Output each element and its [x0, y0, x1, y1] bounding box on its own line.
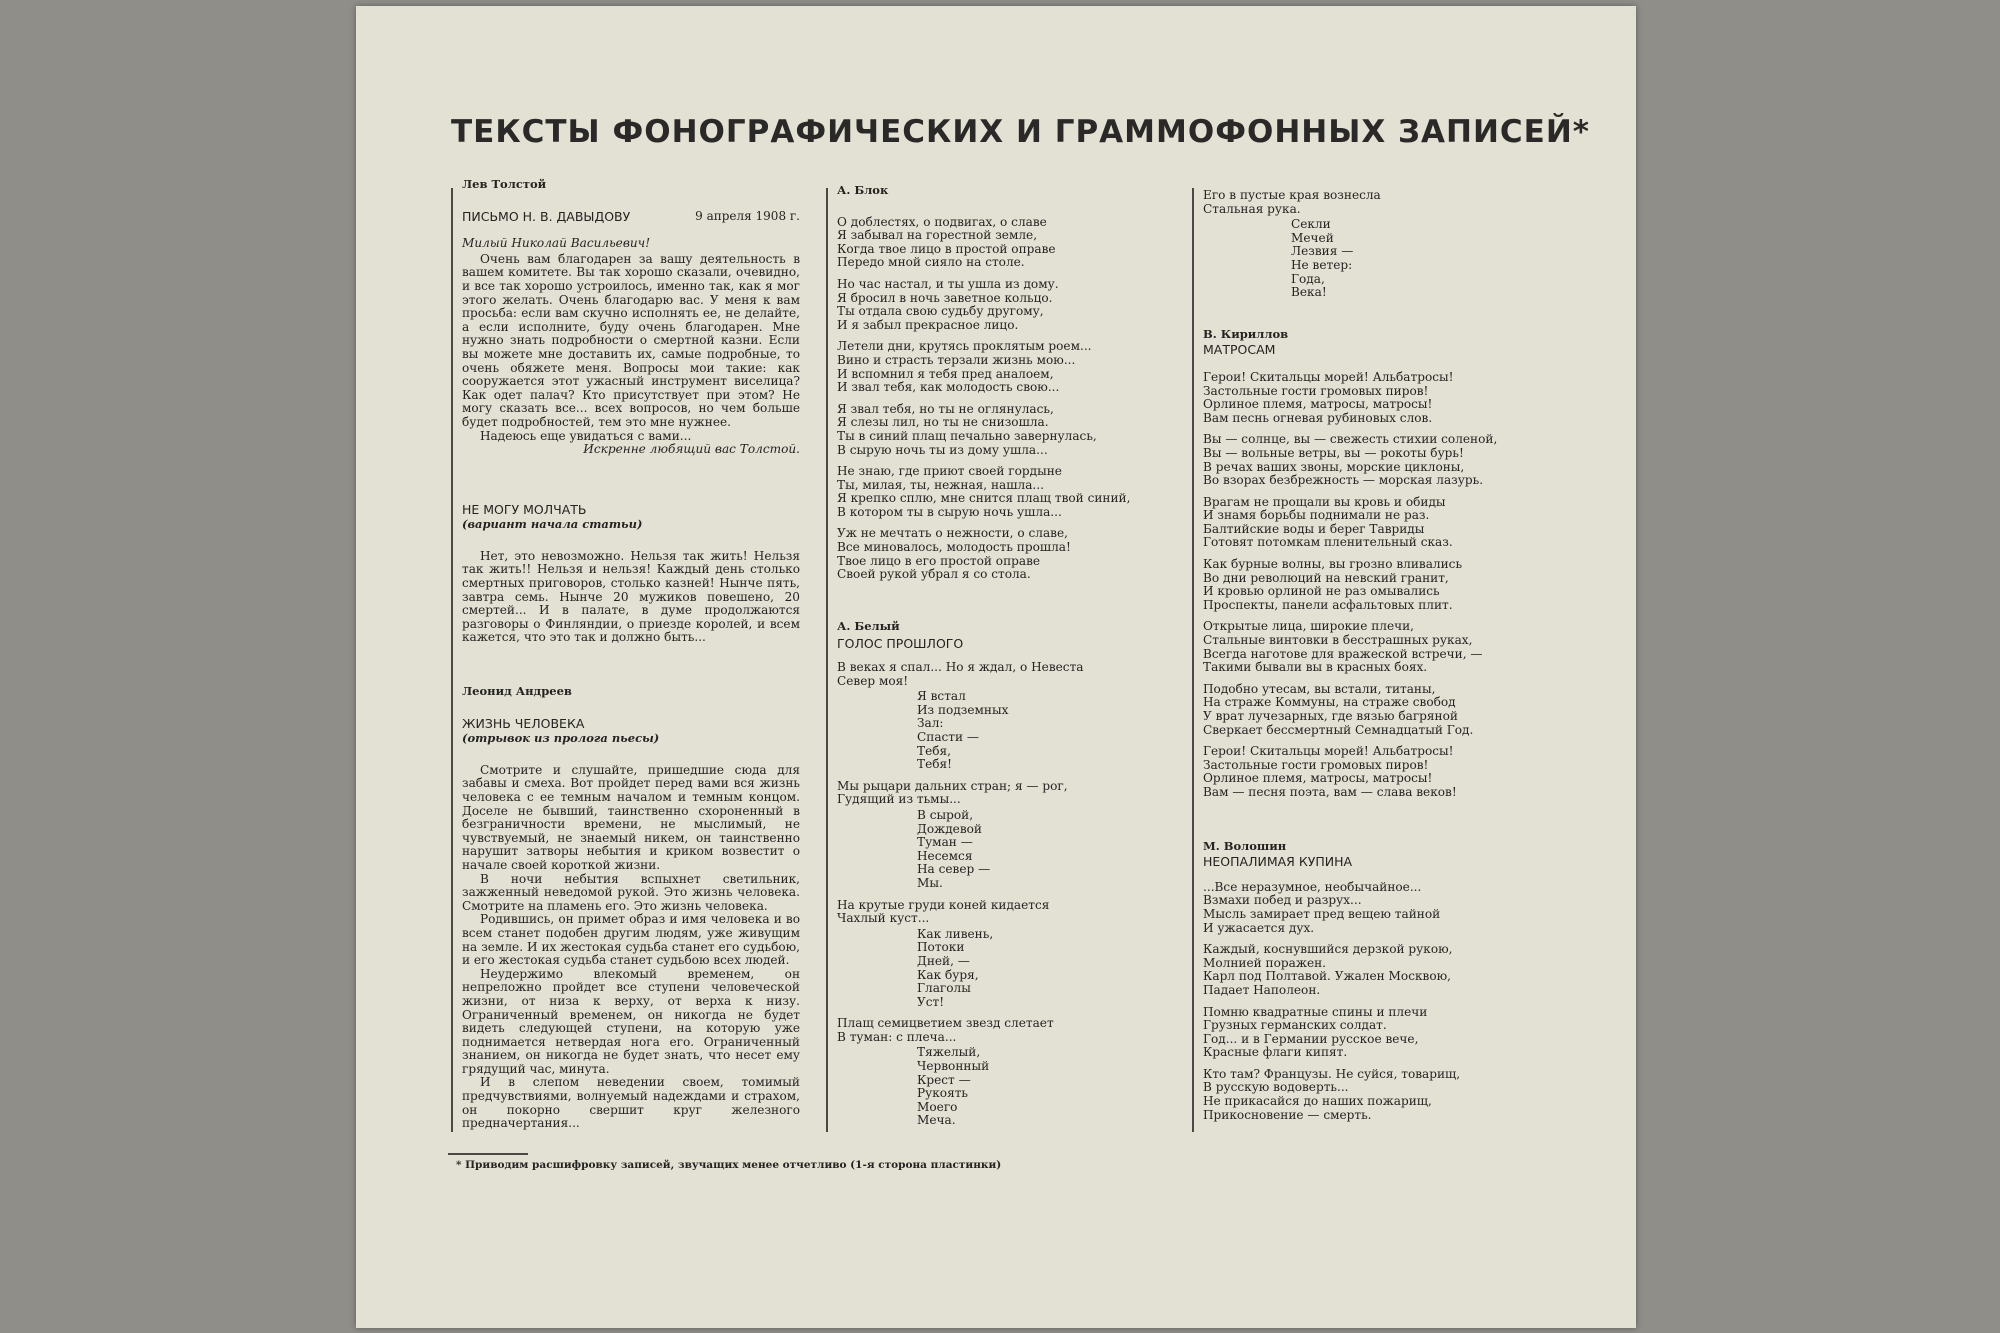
verse-line: Орлиное племя, матросы, матросы! [1203, 397, 1433, 412]
verse-line: На крутые груди коней кидается [837, 897, 1050, 912]
stanza-indented [837, 1046, 1137, 1128]
page-title: ТЕКСТЫ ФОНОГРАФИЧЕСКИХ И ГРАММОФОННЫХ ЗАПИСЕЙ* [451, 114, 1591, 150]
stanza [837, 661, 1137, 688]
stanza [837, 340, 1137, 394]
author-bely: А. Белый [837, 618, 900, 633]
column-divider-right [1192, 188, 1194, 1132]
verse-line: Уж не мечтать о нежности, о славе, [837, 526, 1068, 541]
author-kirillov: В. Кириллов [1203, 326, 1289, 341]
verse-line: Не знаю, где приют своей гордыне [837, 464, 1062, 479]
verse-line: И я забыл прекрасное лицо. [837, 317, 1019, 332]
verse-line: Открытые лица, широкие плечи, [1203, 619, 1415, 634]
verse-line: Рукоять [917, 1086, 968, 1101]
tolstoy-section [462, 178, 800, 457]
verse-line: Во взорах безбрежность — морская лазурь. [1203, 473, 1484, 488]
verse-line: Все миновалось, молодость прошла! [837, 540, 1071, 555]
letter-greeting: Милый Николай Васильевич! [462, 236, 651, 251]
stanza [837, 403, 1137, 457]
stanza [837, 1017, 1137, 1044]
play-paragraph: Неудержимо влекомый временем, он непреложно пройдет все ступени человеческой жизни, от низа к верху, от верха к низу. Ограниченный временем, он никогда не будет видеть следующей ступени, на которую уже поднимается нетвердая нога его. Ограниченный знанием, он никогда не будет знать, что несет ему грядущий час, минута. [462, 966, 800, 1076]
author-tolstoy: Лев Толстой [462, 177, 547, 191]
bely-section [837, 620, 1137, 1128]
verse-line: Не ветер: [1291, 257, 1353, 272]
verse-line: Крест — [917, 1072, 971, 1087]
verse-line: Всегда наготове для вражеской встречи, — [1203, 646, 1483, 661]
verse-line: Мечей [1291, 230, 1334, 245]
verse-line: Как буря, [917, 967, 979, 982]
record-sleeve-sheet [356, 6, 1636, 1328]
verse-line: Герои! Скитальцы морей! Альбатросы! [1203, 369, 1454, 384]
stanza [1203, 1068, 1523, 1122]
letter-title: ПИСЬМО Н. В. ДАВЫДОВУ [462, 208, 631, 224]
verse-line: Застольные гости громовых пиров! [1203, 757, 1429, 772]
footnote: * Приводим расшифровку записей, звучащих менее отчетливо (1-я сторона пластинки) [456, 1159, 1002, 1171]
verse-line: И кровью орлиной не раз омывались [1203, 584, 1440, 599]
verse-line: Спасти — [917, 730, 979, 744]
verse-line: Подобно утесам, вы встали, титаны, [1203, 681, 1436, 696]
verse-line: Плащ семицветием звезд слетает [837, 1016, 1054, 1031]
letter-date: 9 апреля 1908 г. [695, 208, 800, 223]
column-1 [462, 178, 800, 1131]
letter-signature: Искренне любящий вас Толстой. [583, 442, 800, 457]
verse-line: Червонный [917, 1059, 990, 1074]
verse-line: Года, [1291, 271, 1325, 286]
verse-line: Балтийские воды и берег Тавриды [1203, 521, 1425, 536]
stanza [1203, 683, 1523, 737]
verse-line: Твое лицо в его простой оправе [837, 553, 1041, 568]
verse-line: И ужасается дух. [1203, 920, 1315, 935]
verse-line: Взмахи побед и разрух... [1203, 893, 1362, 908]
poem-title-voloshin: НЕОПАЛИМАЯ КУПИНА [1203, 854, 1353, 870]
verse-line: Когда твое лицо в простой оправе [837, 241, 1056, 256]
verse-line: Вино и страсть терзали жизнь мою... [837, 352, 1076, 367]
article-subtitle: (вариант начала статьи) [462, 517, 643, 532]
verse-line: Мы. [917, 875, 943, 890]
verse-line: Не прикасайся до наших пожарищ, [1203, 1094, 1432, 1109]
stanza [837, 278, 1137, 332]
verse-line: Потоки [917, 940, 965, 955]
verse-line: В русскую водоверть... [1203, 1080, 1349, 1095]
verse-line: Ты, милая, ты, нежная, нашла... [837, 477, 1044, 492]
stanza [1203, 620, 1523, 674]
article-title: НЕ МОГУ МОЛЧАТЬ [462, 501, 587, 517]
verse-line: Дней, — [917, 953, 970, 968]
play-paragraph: Родившись, он примет образ и имя человека и во всем станет подобен другим людям, уже живущим на земле. И их жестокая судьба станет его судьбою, и его жестокая судьба станет судьбою всех людей. [462, 912, 800, 968]
verse-line: Падает Наполеон. [1203, 982, 1321, 997]
stanza-indented [837, 690, 1137, 772]
article-body: Нет, это невозможно. Нельзя так жить! Нельзя так жить!! Нельзя и нельзя! Каждый день столько смертных приговоров, столько казней! Нынче пять, завтра семь. Нынче 20 мужиков повешено, 20 смертей... И в палате, в думе продолжаются разговоры о Финляндии, о приезде королей, и всем кажется, что это так и должно быть... [462, 548, 800, 645]
stanza [1203, 371, 1523, 425]
stanza [1203, 881, 1523, 935]
verse-line: Его в пустые края вознесла [1203, 188, 1381, 202]
column-divider-left [451, 188, 453, 1132]
verse-line: Застольные гости громовых пиров! [1203, 383, 1429, 398]
verse-line: Как бурные волны, вы грозно вливались [1203, 557, 1463, 572]
verse-line: В сырой, [917, 807, 974, 822]
stanza [1203, 745, 1523, 799]
play-subtitle: (отрывок из пролога пьесы) [462, 731, 660, 746]
verse-line: Тебя! [917, 757, 952, 772]
stanza [1203, 189, 1523, 216]
verse-line: Проспекты, панели асфальтовых плит. [1203, 597, 1453, 612]
verse-line: Сверкает бессмертный Семнадцатый Год. [1203, 722, 1474, 737]
verse-line: И вспомнил я тебя пред аналоем, [837, 366, 1054, 381]
verse-line: Чахлый куст... [837, 911, 930, 926]
letter-body: Очень вам благодарен за вашу деятельность в вашем комитете. Вы так хорошо сказали, очевидно, и все так хорошо устроилось, именно так, как я мог этого желать. Очень благодарю вас. У меня к вам просьба: если вам скучно исполнять ее, не делайте, а если исполните, буду очень благодарен. Мне нужно знать подробности о смертной казни. Если вы можете мне доставить их, самые подробные, то очень обяжете меня. Вопросы мои такие: как сооружается этот ужасный инструмент виселица? Как одет палач? Кто присутствует при этом? Не могу сказать все... всех вопросов, но чем больше будет подробностей, тем это мне нужнее. [462, 251, 800, 429]
verse-line: Передо мной сияло на столе. [837, 255, 1025, 270]
verse-line: Туман — [917, 835, 973, 850]
voloshin-section [1203, 840, 1523, 1123]
verse-line: Север моя! [837, 673, 909, 688]
kirillov-section [1203, 328, 1523, 800]
verse-line: Как ливень, [917, 926, 994, 941]
verse-line: Века! [1291, 285, 1327, 300]
stanza [837, 465, 1137, 519]
verse-line: Лезвия — [1291, 244, 1354, 259]
verse-line: Прикосновение — смерть. [1203, 1107, 1372, 1122]
article-section [462, 503, 800, 645]
stanza [837, 780, 1137, 807]
verse-line: Каждый, коснувшийся дерзкой рукою, [1203, 942, 1453, 957]
verse-line: Грузных германских солдат. [1203, 1018, 1387, 1033]
verse-line: И звал тебя, как молодость свою... [837, 380, 1060, 395]
stanza-indented [1203, 218, 1523, 300]
verse-line: Такими бывали вы в красных боях. [1203, 660, 1428, 675]
verse-line: Мысль замирает пред вещею тайной [1203, 906, 1441, 921]
verse-line: Своей рукой убрал я со стола. [837, 567, 1031, 582]
stanza [1203, 496, 1523, 550]
verse-line: Красные флаги кипят. [1203, 1045, 1348, 1060]
letter-heading [462, 210, 800, 224]
stanza [837, 899, 1137, 926]
verse-line: Мы рыцари дальних стран; я — рог, [837, 778, 1068, 793]
stanza [1203, 558, 1523, 612]
verse-line: В сырую ночь ты из дому ушла... [837, 442, 1048, 457]
verse-line: Летели дни, крутясь проклятым роем... [837, 339, 1092, 354]
verse-line: На страже Коммуны, на страже свобод [1203, 695, 1456, 710]
verse-line: Из подземных [917, 702, 1009, 717]
verse-line: Стальные винтовки в бесстрашных руках, [1203, 633, 1473, 648]
verse-line: Вам — песня поэта, вам — слава веков! [1203, 784, 1457, 799]
stanza-indented [837, 928, 1137, 1010]
author-voloshin: М. Волошин [1203, 838, 1287, 853]
verse-line: Ты в синий плащ печально завернулась, [837, 428, 1097, 443]
verse-line: Меча. [917, 1113, 956, 1128]
footnote-rule [448, 1153, 528, 1155]
andreev-section [462, 685, 800, 1131]
verse-line: Гудящий из тьмы... [837, 792, 961, 807]
verse-line: В туман: с плеча... [837, 1029, 957, 1044]
poem-title-bely: ГОЛОС ПРОШЛОГО [837, 636, 964, 652]
verse-line: В речах ваших звоны, морские циклоны, [1203, 459, 1465, 474]
verse-line: Герои! Скитальцы морей! Альбатросы! [1203, 744, 1454, 759]
verse-line: Врагам не прощали вы кровь и обиды [1203, 494, 1446, 509]
verse-line: Дождевой [917, 821, 982, 836]
stanza-indented [837, 809, 1137, 891]
column-divider-middle [826, 188, 828, 1132]
stanza [1203, 433, 1523, 487]
play-paragraph: В ночи небытия вспыхнет светильник, зажженный неведомой рукой. Это жизнь человека. Смотрите на пламень его. Это жизнь человека. [462, 871, 800, 913]
verse-line: ...Все неразумное, необычайное... [1203, 879, 1422, 894]
verse-line: Секли [1291, 217, 1331, 232]
verse-line: Вам песнь огневая рубиновых слов. [1203, 410, 1433, 425]
verse-line: Зал: [917, 716, 944, 731]
verse-line: Год... и в Германии русское вече, [1203, 1031, 1419, 1046]
verse-line: Тяжелый, [917, 1045, 981, 1060]
stanza [837, 216, 1137, 270]
verse-line: У врат лучезарных, где вязью багряной [1203, 709, 1458, 723]
verse-line: Я встал [917, 689, 966, 704]
verse-line: О доблестях, о подвигах, о славе [837, 214, 1047, 229]
verse-line: Несемся [917, 848, 973, 863]
author-blok: А. Блок [837, 183, 889, 197]
column-2 [837, 184, 1137, 1136]
verse-line: Вы — солнце, вы — свежесть стихии соленой, [1203, 432, 1498, 447]
letter-closing: Надеюсь еще увидаться с вами... [480, 428, 692, 443]
play-paragraph: Смотрите и слушайте, пришедшие сюда для забавы и смеха. Вот пройдет перед вами вся жизнь человека с ее темным началом и темным концом. Доселе не бывший, таинственно схороненный в безграничности времени, не мыслимый, не чувствуемый, не знаемый никем, он таинственно нарушит затворы небытия и криком возвестит о начале своей короткой жизни. [462, 762, 800, 872]
verse-line: Тебя, [917, 743, 951, 758]
play-paragraph: И в слепом неведении своем, томимый предчувствиями, волнуемый надеждами и страхом, он покорно свершит круг железного предначертания... [462, 1075, 800, 1131]
verse-line: Ты отдала свою судьбу другому, [837, 304, 1044, 319]
stanza [1203, 1006, 1523, 1060]
verse-line: Стальная рука. [1203, 201, 1301, 216]
play-title: ЖИЗНЬ ЧЕЛОВЕКА [462, 715, 585, 731]
verse-line: Во дни революций на невский гранит, [1203, 570, 1449, 585]
verse-line: Я слезы лил, но ты не снизошла. [837, 415, 1049, 430]
verse-line: И знамя борьбы поднимали не раз. [1203, 508, 1430, 523]
verse-line: В котором ты в сырую ночь ушла... [837, 504, 1062, 519]
verse-line: Готовят потомкам пленительный сказ. [1203, 535, 1453, 550]
verse-line: Вы — вольные ветры, вы — рокоты бурь! [1203, 445, 1464, 460]
verse-line: На север — [917, 862, 991, 877]
stanza [1203, 943, 1523, 997]
verse-line: Кто там? Французы. Не суйся, товарищ, [1203, 1066, 1461, 1081]
verse-line: Молнией поражен. [1203, 955, 1327, 970]
continuation-section [1203, 189, 1523, 300]
verse-line: В веках я спал... Но я ждал, о Невеста [837, 660, 1084, 675]
stanza [837, 527, 1137, 581]
blok-section [837, 184, 1137, 582]
verse-line: Я крепко сплю, мне снится плащ твой синий, [837, 491, 1131, 506]
author-andreev: Леонид Андреев [462, 684, 572, 699]
verse-line: Я звал тебя, но ты не оглянулась, [837, 401, 1054, 416]
verse-line: Помню квадратные спины и плечи [1203, 1004, 1428, 1019]
verse-line: Уст! [917, 994, 945, 1009]
verse-line: Я бросил в ночь заветное кольцо. [837, 290, 1053, 305]
verse-line: Моего [917, 1099, 958, 1114]
verse-line: Орлиное племя, матросы, матросы! [1203, 771, 1433, 786]
verse-line: Но час настал, и ты ушла из дому. [837, 276, 1059, 291]
verse-line: Глаголы [917, 981, 971, 996]
verse-line: Я забывал на горестной земле, [837, 228, 1038, 243]
poem-title-kirillov: МАТРОСАМ [1203, 342, 1276, 358]
verse-line: Карл под Полтавой. Ужален Москвою, [1203, 969, 1451, 984]
column-3 [1203, 189, 1523, 1130]
